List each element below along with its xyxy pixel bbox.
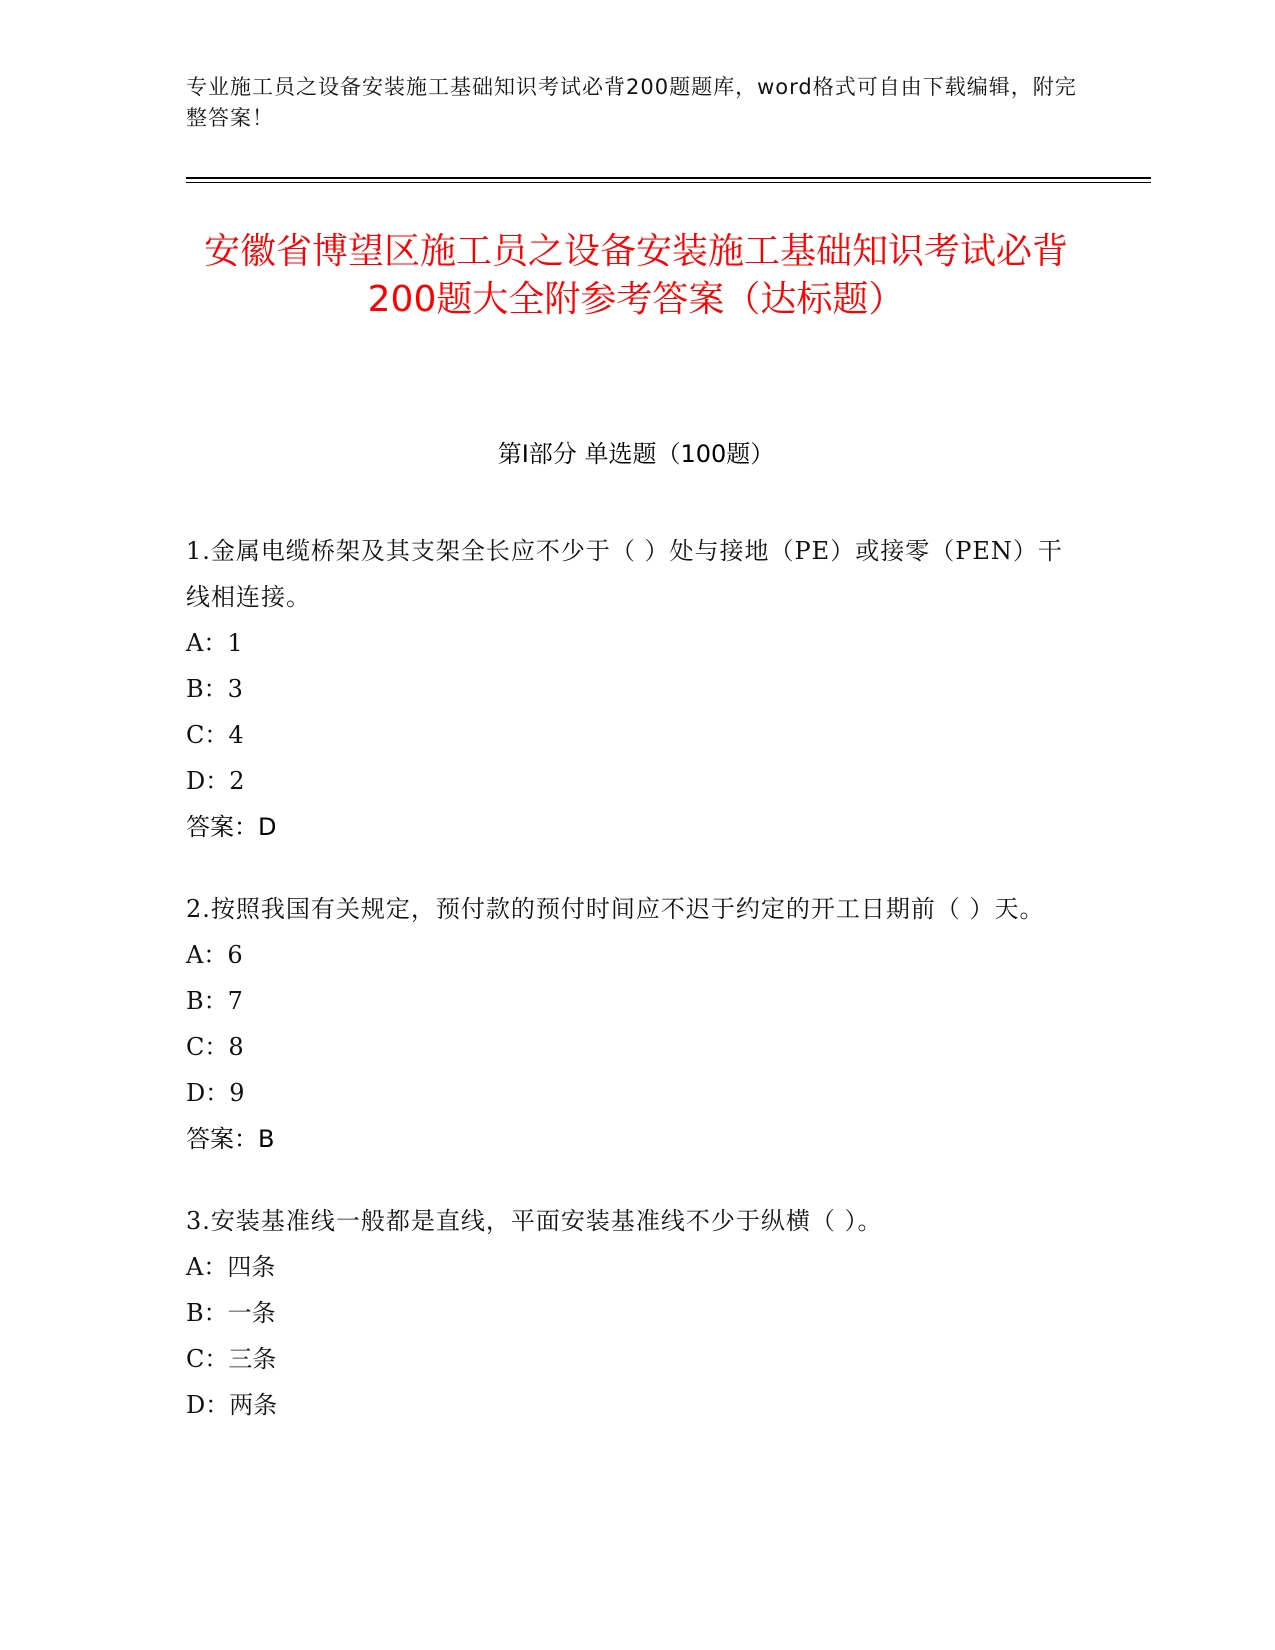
- answer: 答案：B: [186, 1125, 275, 1153]
- question-1: [186, 528, 1086, 850]
- option-b: B：3: [186, 675, 243, 703]
- option-d: D：两条: [186, 1391, 278, 1419]
- option-a: A：6: [186, 941, 243, 969]
- header-divider-thick: [186, 177, 1151, 179]
- section-title: 第I部分 单选题（100题）: [497, 440, 775, 468]
- question-list: [186, 528, 1086, 1464]
- option-c: C：三条: [186, 1345, 277, 1373]
- document-title: 安徽省博望区施工员之设备安装施工基础知识考试必背200题大全附参考答案（达标题）: [203, 231, 1068, 320]
- page-header-text: 专业施工员之设备安装施工基础知识考试必背200题题库，word格式可自由下载编辑，附完整答案！: [186, 75, 1077, 130]
- question-stem: 1.金属电缆桥架及其支架全长应不少于（ ）处与接地（PE）或接零（PEN）干线相连接。: [186, 537, 1063, 611]
- option-a: A：四条: [186, 1253, 276, 1281]
- question-stem: 2.按照我国有关规定，预付款的预付时间应不迟于约定的开工日期前（ ）天。: [186, 895, 1045, 923]
- question-2: [186, 886, 1086, 1162]
- option-b: B：一条: [186, 1299, 276, 1327]
- header-divider-thin: [186, 182, 1151, 183]
- question-3: [186, 1198, 1086, 1428]
- question-stem: 3.安装基准线一般都是直线，平面安装基准线不少于纵横（ ）。: [186, 1207, 883, 1235]
- answer: 答案：D: [186, 813, 277, 841]
- option-d: D：9: [186, 1079, 245, 1107]
- option-b: B：7: [186, 987, 243, 1015]
- option-d: D：2: [186, 767, 245, 795]
- option-a: A：1: [186, 629, 243, 657]
- option-c: C：8: [186, 1033, 244, 1061]
- option-c: C：4: [186, 721, 244, 749]
